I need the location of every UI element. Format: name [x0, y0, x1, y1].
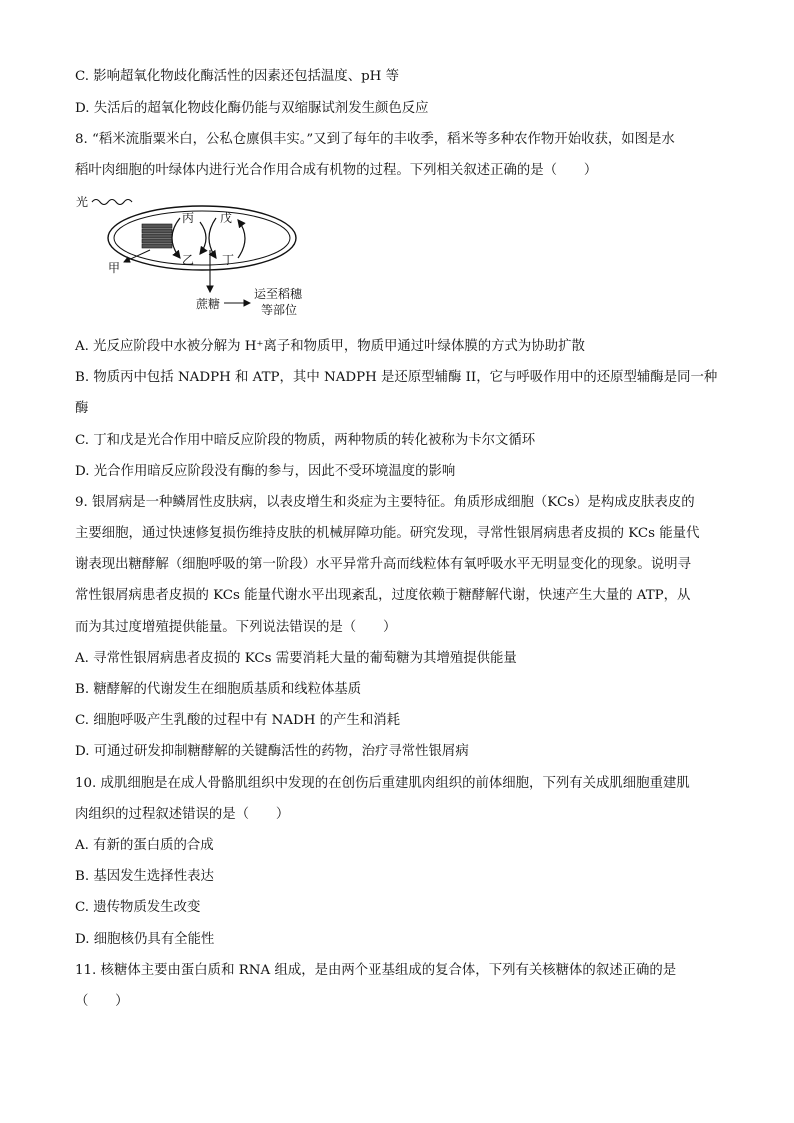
q11-stem-line-1: 11. 核糖体主要由蛋白质和 RNA 组成，是由两个亚基组成的复合体，下列有关核糖体的叙述正确的是: [75, 963, 677, 978]
q9-option-c: C. 细胞呼吸产生乳酸的过程中有 NADH 的产生和消耗: [75, 713, 401, 728]
q8-stem-line-1: 8. “稻米流脂粟米白，公私仓廪俱丰实。”又到了每年的丰收季，稻米等多种农作物开始收获，如图是水: [75, 132, 675, 147]
q8-option-d: D. 光合作用暗反应阶段没有酶的参与，因此不受环境温度的影响: [75, 464, 456, 479]
q10-option-b: B. 基因发生选择性表达: [75, 869, 214, 884]
q9-stem-line-2: 主要细胞，通过快速修复损伤维持皮肤的机械屏障功能。研究发现，寻常性银屑病患者皮损的 KCs 能量代: [75, 526, 700, 541]
destination-label-2: 等部位: [261, 303, 298, 317]
chloroplast-diagram: [72, 188, 302, 328]
q10-stem-line-1: 10. 成肌细胞是在成人骨骼肌组织中发现的在创伤后重建肌肉组织的前体细胞，下列有关成肌细胞重建肌: [75, 776, 690, 791]
q9-stem-line-4: 常性银屑病患者皮损的 KCs 能量代谢水平出现紊乱，过度依赖于糖酵解代谢，快速产生大量的 ATP，从: [75, 588, 691, 603]
q7-option-d: D. 失活后的超氧化物歧化酶仍能与双缩脲试剂发生颜色反应: [75, 101, 429, 116]
chloroplast-outer-membrane: [108, 206, 296, 270]
yi-label: 乙: [182, 253, 195, 267]
light-wave-icon: [92, 200, 132, 205]
q10-stem-line-2: 肉组织的过程叙述错误的是（ ）: [75, 807, 290, 822]
chloroplast-inner-membrane: [114, 211, 290, 265]
q9-stem-line-5: 而为其过度增殖提供能量。下列说法错误的是（ ）: [75, 620, 397, 635]
q10-option-c: C. 遗传物质发生改变: [75, 900, 201, 915]
q8-option-c: C. 丁和戊是光合作用中暗反应阶段的物质，两种物质的转化被称为卡尔文循环: [75, 433, 536, 448]
wu-label: 戊: [220, 211, 233, 225]
thylakoid-grana-icon: [142, 224, 172, 248]
q9-option-a: A. 寻常性银屑病患者皮损的 KCs 需要消耗大量的葡萄糖为其增殖提供能量: [75, 651, 517, 666]
light-label: 光: [76, 195, 89, 209]
destination-label-1: 运至稻穗: [254, 287, 302, 301]
q9-option-b: B. 糖酵解的代谢发生在细胞质基质和线粒体基质: [75, 682, 362, 697]
q10-option-a: A. 有新的蛋白质的合成: [75, 838, 214, 853]
q9-stem-line-3: 谢表现出糖酵解（细胞呼吸的第一阶段）水平异常升高而线粒体有氧呼吸水平无明显变化的现象。说明寻: [75, 557, 691, 572]
q8-option-a: A. 光反应阶段中水被分解为 H⁺离子和物质甲，物质甲通过叶绿体膜的方式为协助扩散: [75, 339, 585, 354]
bing-to-yi-cycle-arrow: [200, 222, 206, 254]
jia-label: 甲: [108, 261, 121, 275]
q11-stem-line-2: （ ）: [75, 994, 129, 1009]
bing-label: 丙: [182, 211, 195, 225]
q10-option-d: D. 细胞核仍具有全能性: [75, 932, 215, 947]
q9-stem-line-1: 9. 银屑病是一种鳞屑性皮肤病，以表皮增生和炎症为主要特征。角质形成细胞（KCs）是构成皮肤表皮的: [75, 495, 695, 510]
q9-option-d: D. 可通过研发抑制糖酵解的关键酶活性的药物，治疗寻常性银屑病: [75, 744, 469, 759]
q8-option-b-line-2: 酶: [75, 401, 89, 416]
sucrose-label: 蔗糖: [196, 297, 221, 311]
q8-option-b-line-1: B. 物质丙中包括 NADPH 和 ATP，其中 NADPH 是还原型辅酶 II，它与呼吸作用中的还原型辅酶是同一种: [75, 370, 718, 385]
q8-stem-line-2: 稻叶肉细胞的叶绿体内进行光合作用合成有机物的过程。下列相关叙述正确的是（ ）: [75, 163, 598, 178]
yi-to-bing-cycle-arrow: [172, 218, 180, 258]
ding-to-wu-cycle-arrow: [238, 220, 245, 258]
jia-arrow: [124, 250, 150, 262]
ding-label: 丁: [222, 253, 235, 267]
q7-option-c: C. 影响超氧化物歧化酶活性的因素还包括温度、pH 等: [75, 69, 399, 84]
